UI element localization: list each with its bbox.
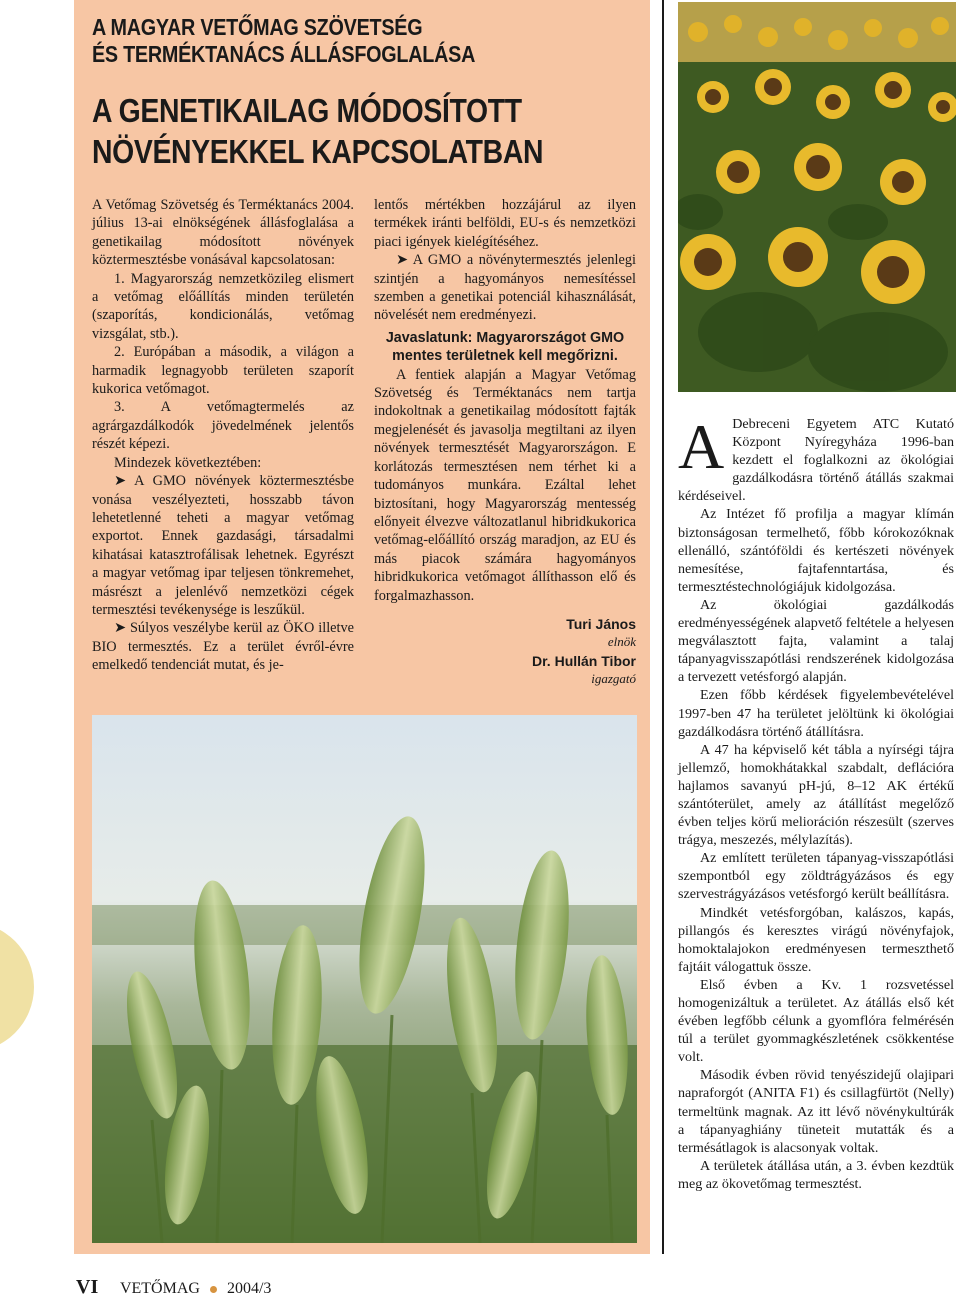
page-edge-tab bbox=[0, 922, 34, 1052]
paragraph: Első évben a Kv. 1 rozsvetéssel homogenizáltuk a területet. Az átállás első két évében legfőbb célunk a gyomflóra felmérésén túl a terület gyommagkészletének csökkentése volt. bbox=[678, 976, 954, 1066]
paragraph: Az említett területen tápanyag-visszapótlási szempontból egy zöldtrágyázásos és egy szervestrágyázásos vetésforgó került beállításra. bbox=[678, 850, 954, 903]
paragraph: A fentiek alapján a Magyar Vetőmag Szövetség és Terméktanács nem tartja indokoltnak a genetikailag módosított fajták megjelenését és javasolja megtiltani az ilyen növények termesztését Magyarországon. E korlátozás termesztésen nem térhet ki a tudományos munkára. Ezáltal lehet biztosítani, hogy Magyarország mentesség előnyeit élvezve változatlanul hibridkukorica vetőmag-előállító ország maradjon, az EU és más piacok számára hagyományos hibridkukorica vetőmagot állíthasson elő és forgalmazhasson. bbox=[374, 366, 636, 604]
paragraph: 2. Európában a második, a világon a harmadik legnagyobb területen szaporít kukorica vetőmagot. bbox=[92, 344, 354, 398]
paragraph: lentős mértékben hozzájárul az ilyen termékek iránti belföldi, EU-s és nemzetközi piaci igények kielégítéséhez. bbox=[374, 197, 636, 250]
paragraph: Ezen főbb kérdések figyelembevételével 1997-ben 47 ha területet jelöltünk ki ökológiai gazdálkodásra történő átállításra. bbox=[678, 687, 954, 740]
paragraph: 3. A vetőmagtermelés az agrárgazdálkodók jövedelmének jelentős részét képezi. bbox=[92, 399, 354, 453]
page-number: VI bbox=[76, 1276, 99, 1298]
header-organization bbox=[92, 14, 556, 68]
paragraph: Az ökológiai gazdálkodás eredményességének alapvető feltétele a helyesen megválasztott fajta, valamint a talaj tápanyagvisszapótlási rendszerének kidolgozása a tervezett vetésforgó alapján. bbox=[678, 596, 954, 686]
wheat-field-photo bbox=[92, 715, 637, 1243]
paragraph: 1. Magyarország nemzetközileg elismert a vetőmag előállítás minden területén (szaporítás, kondicionálás, vetőmag vizsgálat, stb.). bbox=[92, 270, 354, 342]
magazine-name: VETŐMAG bbox=[119, 1280, 200, 1297]
paragraph: Az Intézet fő profilja a magyar klímán biztonságosan termelhető, főbb kórokozóknak ellenálló, szántóföldi és kertészeti növények nemesítése, fajtafenntartása, és termesztéstechnológiájuk kidolgozása. bbox=[678, 506, 954, 595]
paragraph: Mindezek következtében: bbox=[114, 454, 262, 471]
paragraph: A területek átállása után, a 3. évben kezdtük meg az ökovetőmag termesztést. bbox=[678, 1157, 954, 1192]
paragraph: Debreceni Egyetem ATC Kutató Központ Nyíregyháza 1996-ban kezdett el foglalkozni az ökológiai gazdálkodásra történő átállás szakmai kérdéseivel. bbox=[678, 416, 954, 505]
paragraph: Második évben rövid tenyészidejű olajipari napraforgót (ANITA F1) és csillagfürtöt (Nelly) termeltünk magnak. Az itt lévő növénykultúrák a tápanyaghiány tüneteit mutatták és a termésátlagok is alacsonyak voltak. bbox=[678, 1067, 954, 1156]
signature-role: igazgató bbox=[591, 671, 636, 687]
article-column-2 bbox=[374, 196, 636, 689]
paragraph: ➤ Súlyos veszélybe kerül az ÖKO illetve BIO termesztés. Ez a terület évről-évre emelkedő tendenciát mutat, és je- bbox=[92, 620, 354, 674]
column-divider bbox=[662, 0, 664, 1254]
title-line-2: NÖVÉNYEKKEL KAPCSOLATBAN bbox=[92, 133, 544, 170]
page-footer bbox=[76, 1276, 271, 1299]
article-column-3 bbox=[678, 411, 954, 1193]
paragraph: A Vetőmag Szövetség és Terméktanács 2004. július 13-ai elnökségének állásfoglalása a genetikailag módosított növények köztermesztésbe vonásával kapcsolatosan: bbox=[92, 197, 354, 269]
article-column-1 bbox=[92, 196, 354, 675]
paragraph: ➤ A GMO növények köztermesztésbe vonása veszélyezteti, hosszabb távon lehetetlenné teheti a magyar vetőmag exportot. Ennek gazdasági, társadalmi kihatásai katasztrofálisak lehetnek. Egyrészt a magyar vetőmag ipar teljesen tönkremehet, másrészt a jelenlévő nemzetközi cégek termesztési tevékenysége is leszűkül. bbox=[92, 473, 354, 618]
signature-name: Dr. Hullán Tibor bbox=[532, 652, 636, 669]
paragraph: A 47 ha képviselő két tábla a nyírségi tájra jellemző, homokhátakkal szabdalt, deflációra hajlamos savanyú pH-jú, 8–12 AK értékű szántóterület, amely az átállítást megelőző évben teljes körű melioráción részesült (szerves trágya, meszezés, mélylazítás). bbox=[678, 741, 954, 849]
sunflower-field-photo bbox=[678, 2, 956, 392]
title-line-1: A GENETIKAILAG MÓDOSÍTOTT bbox=[92, 92, 522, 129]
signature-role: elnök bbox=[607, 634, 636, 650]
proposal-heading: Javaslatunk: Magyarországot GMO mentes területnek kell megőrizni. bbox=[385, 329, 625, 365]
header-line-2: ÉS TERMÉKTANÁCS ÁLLÁSFOGLALÁSA bbox=[92, 41, 476, 67]
issue-number: 2004/3 bbox=[226, 1280, 272, 1297]
paragraph: Mindkét vetésforgóban, kalászos, kapás, pillangós és keresztes virágú növényfajok, homoktalajokon eredményesen termeszthető fajtáit válogattuk össze. bbox=[678, 904, 954, 975]
article-title bbox=[92, 90, 625, 172]
drop-cap: A bbox=[678, 411, 725, 482]
header-line-1: A MAGYAR VETŐMAG SZÖVETSÉG bbox=[92, 14, 423, 40]
paragraph: ➤ A GMO a növénytermesztés jelenlegi szintjén a hagyományos nemesítéssel szemben a genetikai potenciál kihasználását, növelését nem eredményezi. bbox=[374, 252, 636, 324]
bullet-dot-icon bbox=[210, 1286, 217, 1293]
signature-name: Turi János bbox=[566, 615, 636, 632]
